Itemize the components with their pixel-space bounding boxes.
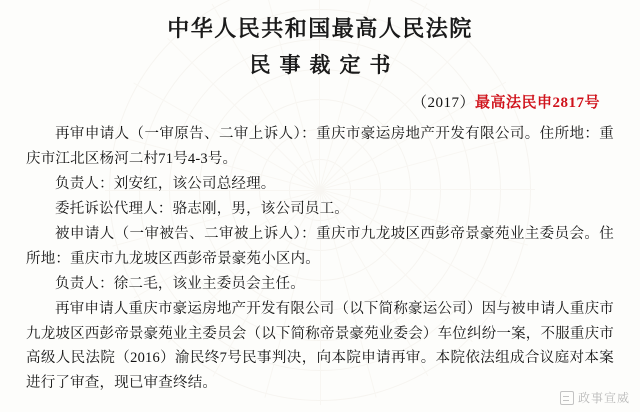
case-number — [26, 91, 614, 112]
source-watermark — [560, 389, 630, 406]
book-icon — [560, 391, 574, 405]
paragraph-applicant: 再审申请人（一审原告、二审上诉人）：重庆市豪运房地产开发有限公司。住所地：重庆市江北区杨河二村71号4-3号。 — [26, 126, 614, 167]
paragraph-respondent: 被申请人（一审被告、二审被上诉人）：重庆市九龙坡区西彭帝景豪苑业主委员会。住所地：重庆市九龙坡区西彭帝景豪苑小区内。 — [26, 225, 614, 267]
paragraph-responsible-person: 负责人：刘安红，该公司总经理。 — [55, 175, 276, 192]
case-number-value: 最高法民申2817号 — [474, 95, 600, 111]
document-subtitle: 民事裁定书 — [249, 53, 400, 77]
source-watermark-label: 政事宣威 — [577, 391, 630, 405]
paragraph-respondent-responsible: 负责人：徐二毛，该业主委员会主任。 — [55, 275, 305, 292]
page-title: 中华人民共和国最高人民法院 — [167, 16, 473, 41]
paragraph-case-summary: 再审申请人重庆市豪运房地产开发有限公司（以下简称豪运公司）因与被申请人重庆市九龙坡区西彭帝景豪苑业主委员会（以下简称帝景豪苑业委会）车位纠纷一案，不服重庆市高级人民法院（2016）渝民终7号民事判决，向本院申请再审。本院依法组成合议庭对本案进行了审查，现已审查终结。 — [26, 300, 614, 392]
case-number-prefix: （2017） — [411, 95, 475, 111]
document-body — [26, 122, 614, 396]
paragraph-agent: 委托诉讼代理人：骆志刚，男，该公司员工。 — [55, 200, 349, 217]
